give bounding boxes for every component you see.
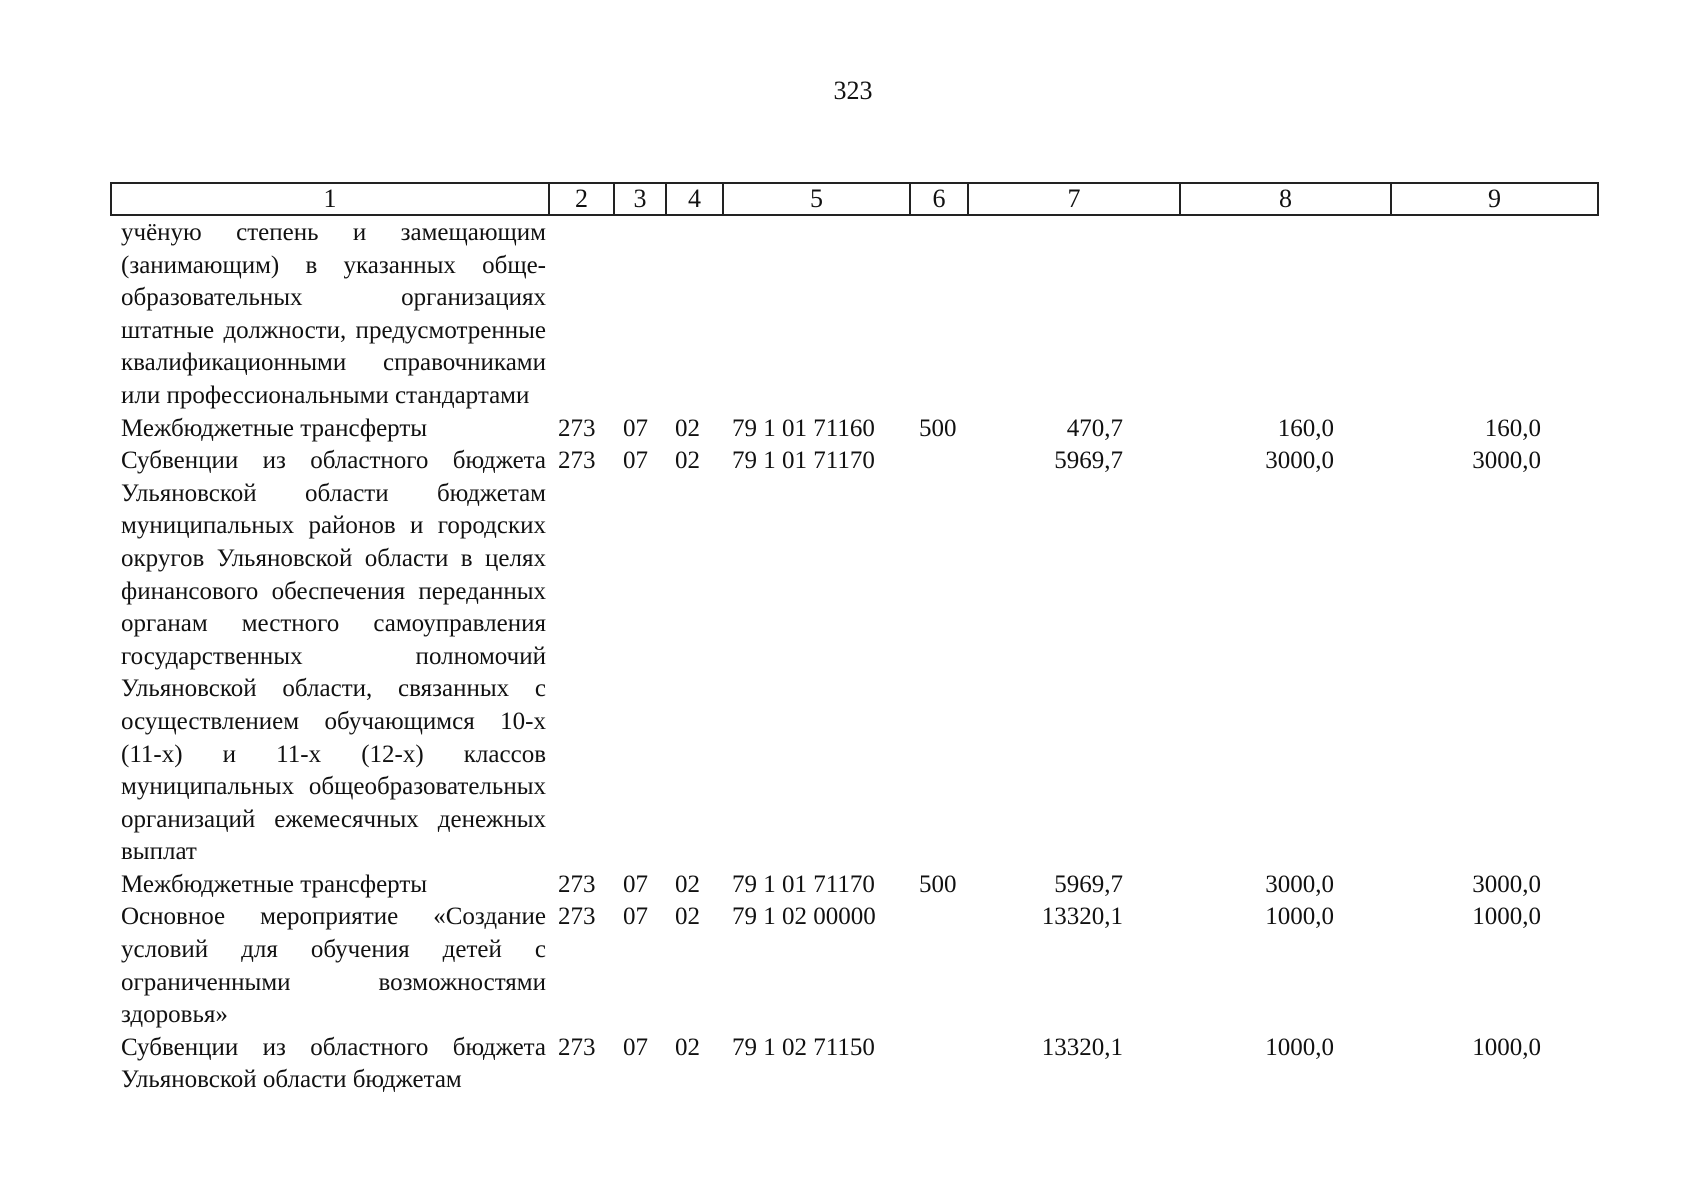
table-row: [110, 413, 1597, 446]
row-description: учёную степень и замещающим (занимающим) в указанных общеобразовательных организациях штатные должности, предусмотренные квалификационными справочниками или профессиональными стандартами: [121, 219, 546, 409]
cell-amount-col8: 1000,0: [1265, 1033, 1334, 1061]
cell-amount-col7: 5969,7: [1054, 870, 1123, 898]
cell-amount-col7: 470,7: [1066, 414, 1123, 442]
column-header-8: 8: [1180, 183, 1391, 215]
cell-subsection-code: 02: [675, 414, 700, 442]
cell-amount-col8: 1000,0: [1265, 903, 1334, 931]
cell-amount-col8: 3000,0: [1265, 447, 1334, 475]
cell-subsection-code: 02: [675, 870, 700, 898]
row-description: Основное мероприятие «Создание условий для обучения детей с ограниченными возможностями здоровья»: [121, 903, 546, 1029]
cell-section-code: 07: [623, 447, 648, 475]
cell-amount-col9: 1000,0: [1472, 1033, 1541, 1061]
page-number: 323: [833, 76, 873, 105]
row-description: Субвенции из областного бюджета Ульяновской области бюджетам: [121, 1033, 546, 1094]
cell-ministry-code: 273: [558, 870, 596, 898]
cell-amount-col9: 3000,0: [1472, 447, 1541, 475]
cell-amount-col9: 3000,0: [1472, 870, 1541, 898]
cell-expense-type: 500: [919, 870, 957, 898]
column-header-4: 4: [666, 183, 723, 215]
cell-target-article: 79 1 01 71170: [732, 870, 875, 898]
column-header-2: 2: [549, 183, 614, 215]
cell-section-code: 07: [623, 870, 648, 898]
cell-expense-type: 500: [919, 414, 957, 442]
cell-target-article: 79 1 01 71160: [732, 414, 875, 442]
cell-expense-type: [909, 445, 967, 869]
cell-amount-col8: 160,0: [1277, 414, 1334, 442]
row-description: Межбюджетные трансферты: [121, 414, 428, 442]
cell-target-article: [722, 217, 909, 413]
column-header-9: 9: [1391, 183, 1598, 215]
cell-subsection-code: 02: [675, 447, 700, 475]
row-description: Межбюджетные трансферты: [121, 870, 428, 898]
cell-subsection-code: 02: [675, 1033, 700, 1061]
column-header-3: 3: [614, 183, 666, 215]
column-header-5: 5: [723, 183, 910, 215]
column-header-row: [111, 183, 1598, 215]
cell-ministry-code: 273: [558, 903, 596, 931]
cell-ministry-code: 273: [558, 1033, 596, 1061]
cell-expense-type: [909, 1032, 967, 1097]
table-row: [110, 217, 1597, 413]
cell-amount-col7: 13320,1: [1041, 903, 1123, 931]
table-row: [110, 901, 1597, 1031]
cell-expense-type: [909, 217, 967, 413]
row-description: Субвенции из областного бюджета Ульяновской области бюджетам муниципальных районов и городских округов Ульяновской области в целях финансового обеспечения переданных органам местного самоуправления государственных полномочий Ульяновской области, связанных с осуществлением обучающимся 10-х (11-х) и 11-х (12-х) классов муниципальных общеобразовательных организаций ежемесячных денежных выплат: [121, 447, 546, 866]
cell-amount-col9: [1390, 217, 1597, 413]
table-body: [110, 217, 1597, 1097]
table-row: [110, 1032, 1597, 1097]
cell-target-article: 79 1 02 71150: [732, 1033, 875, 1061]
cell-expense-type: [909, 901, 967, 1031]
cell-amount-col8: [1179, 217, 1390, 413]
cell-subsection-code: [665, 217, 722, 413]
cell-target-article: 79 1 01 71170: [732, 447, 875, 475]
table-row: [110, 869, 1597, 902]
cell-amount-col8: 3000,0: [1265, 870, 1334, 898]
table-row: [110, 445, 1597, 869]
column-header-7: 7: [968, 183, 1180, 215]
cell-amount-col7: 5969,7: [1054, 447, 1123, 475]
cell-section-code: 07: [623, 414, 648, 442]
column-header-table: [110, 182, 1599, 216]
column-header-1: 1: [111, 183, 549, 215]
cell-amount-col9: 160,0: [1484, 414, 1541, 442]
cell-section-code: 07: [623, 1033, 648, 1061]
cell-amount-col7: 13320,1: [1041, 1033, 1123, 1061]
cell-section-code: [613, 217, 665, 413]
column-header-6: 6: [910, 183, 968, 215]
cell-target-article: 79 1 02 00000: [732, 903, 876, 931]
cell-ministry-code: 273: [558, 447, 596, 475]
cell-section-code: 07: [623, 903, 648, 931]
budget-table-body: [110, 217, 1597, 1097]
cell-subsection-code: 02: [675, 903, 700, 931]
cell-amount-col9: 1000,0: [1472, 903, 1541, 931]
cell-ministry-code: [548, 217, 613, 413]
cell-ministry-code: 273: [558, 414, 596, 442]
cell-amount-col7: [967, 217, 1179, 413]
